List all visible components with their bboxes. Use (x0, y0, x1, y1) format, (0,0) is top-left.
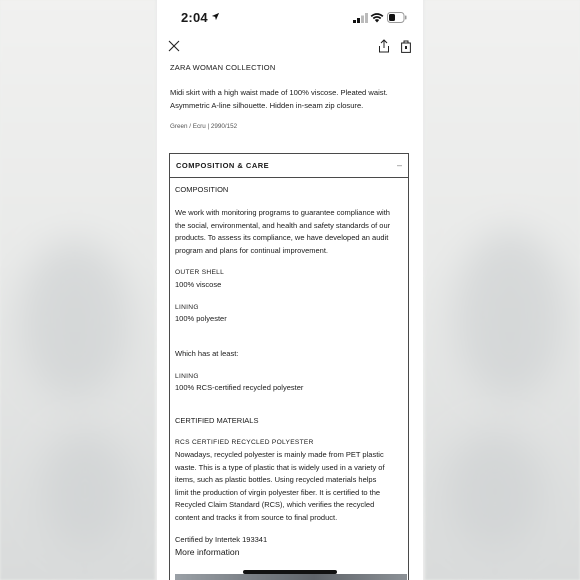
composition-heading: COMPOSITION (175, 185, 229, 194)
outer-shell-label: OUTER SHELL (175, 269, 225, 276)
collection-label: ZARA WOMAN COLLECTION (170, 63, 276, 72)
composition-care-toggle[interactable] (170, 154, 408, 178)
shopping-bag-icon[interactable] (401, 40, 411, 53)
lining-recycled-value: 100% RCS-certified recycled polyester (175, 383, 304, 392)
lining-label: LINING (175, 304, 199, 311)
product-description: Midi skirt with a high waist made of 100% viscose. Pleated waist. Asymmetric A-line silhouette. Hidden in-seam zip closure. (170, 88, 388, 110)
monitoring-paragraph: We work with monitoring programs to guarantee compliance with the social, environmental, and health and safety standards of our products. To assess its compliance, we have developed an audit program and plans for continual improvement. (175, 208, 391, 255)
certified-materials-heading: CERTIFIED MATERIALS (175, 416, 259, 425)
collapse-icon[interactable]: – (396, 160, 402, 170)
blurred-background-right (425, 0, 580, 580)
status-time: 2:04 (181, 10, 208, 25)
wifi-icon (370, 12, 384, 23)
share-icon[interactable] (378, 39, 390, 53)
panel-title: COMPOSITION & CARE (176, 161, 270, 170)
blurred-background-left (0, 0, 155, 580)
rcs-paragraph: Nowadays, recycled polyester is mainly made from PET plastic waste. This is a type of plastic that is widely used in a variety of items, such as plastic bottles. Using recycled materials helps limit the production of virgin polyester fiber. It is certified to the Recycled Claim Standard (RCS), which verifies the recycled content and tracks it from source to final product. (175, 450, 385, 522)
close-icon[interactable] (168, 40, 180, 52)
more-information-link[interactable]: More information (175, 547, 240, 557)
rcs-label: RCS CERTIFIED RECYCLED POLYESTER (175, 439, 314, 446)
lining-label-recycled: LINING (175, 373, 199, 380)
outer-shell-value: 100% viscose (175, 280, 222, 289)
home-indicator (243, 570, 337, 574)
which-has-at-least: Which has at least: (175, 349, 239, 358)
phone-screen (157, 0, 423, 580)
battery-icon (387, 12, 407, 23)
lining-value: 100% polyester (175, 314, 227, 323)
color-reference: Green / Ecru | 2990/152 (170, 123, 238, 130)
status-bar (157, 0, 423, 36)
certified-by: Certified by Intertek 193341 (175, 535, 268, 544)
location-arrow-icon (211, 12, 220, 21)
cellular-signal-icon (353, 13, 369, 23)
product-image-preview (175, 574, 407, 580)
